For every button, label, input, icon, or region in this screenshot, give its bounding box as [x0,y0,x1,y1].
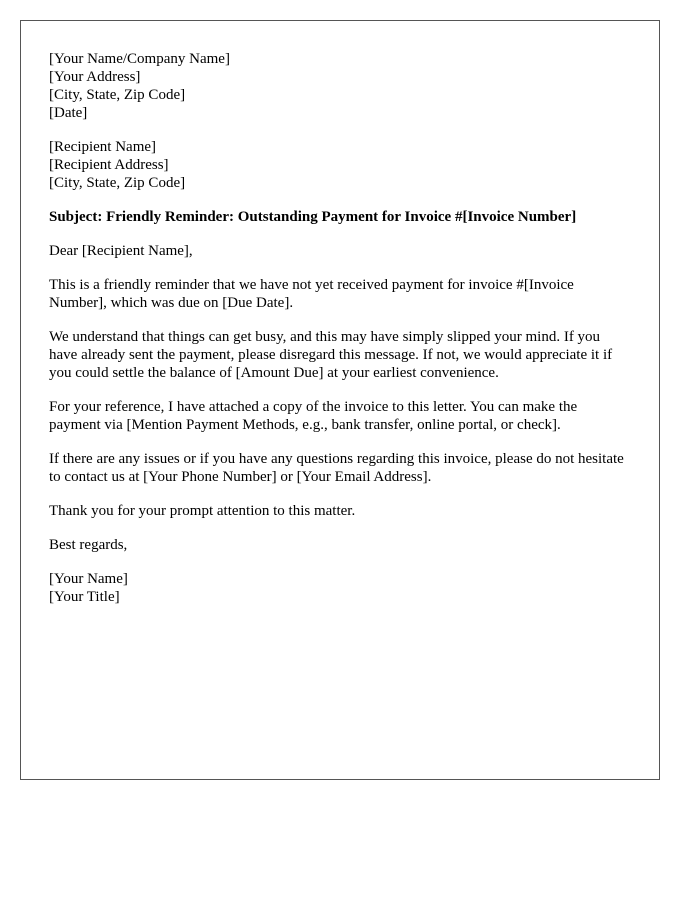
sender-name: [Your Name/Company Name] [49,51,230,67]
sender-address: [Your Address] [49,69,141,85]
body-paragraph-thanks: Thank you for your prompt attention to this matter. [49,503,356,519]
recipient-block [49,138,631,192]
subject-line: Subject: Friendly Reminder: Outstanding Payment for Invoice #[Invoice Number] [49,209,577,225]
salutation: Dear [Recipient Name], [49,243,193,259]
sender-block [49,50,631,122]
letter-page [20,20,660,780]
body-paragraph-reminder: This is a friendly reminder that we have not yet received payment for invoice #[Invoice Number], which was due on [Due Date]. [49,277,574,311]
body-paragraph-contact: If there are any issues or if you have any questions regarding this invoice, please do not hesitate to contact us at [Your Phone Number] or [Your Email Address]. [49,451,624,485]
letter-date: [Date] [49,105,88,121]
recipient-address: [Recipient Address] [49,157,169,173]
signature-name: [Your Name] [49,571,128,587]
recipient-name: [Recipient Name] [49,139,157,155]
body-paragraph-reference: For your reference, I have attached a copy of the invoice to this letter. You can make the payment via [Mention Payment Methods, e.g., bank transfer, online portal, or check]. [49,399,578,433]
closing: Best regards, [49,537,128,553]
signature-block [49,570,631,606]
sender-city-state-zip: [City, State, Zip Code] [49,87,186,103]
signature-title: [Your Title] [49,589,120,605]
body-paragraph-understanding: We understand that things can get busy, and this may have simply slipped your mind. If you have already sent the payment, please disregard this message. If not, we would appreciate it if you could settle the balance of [Amount Due] at your earliest convenience. [49,329,613,381]
recipient-city-state-zip: [City, State, Zip Code] [49,175,186,191]
